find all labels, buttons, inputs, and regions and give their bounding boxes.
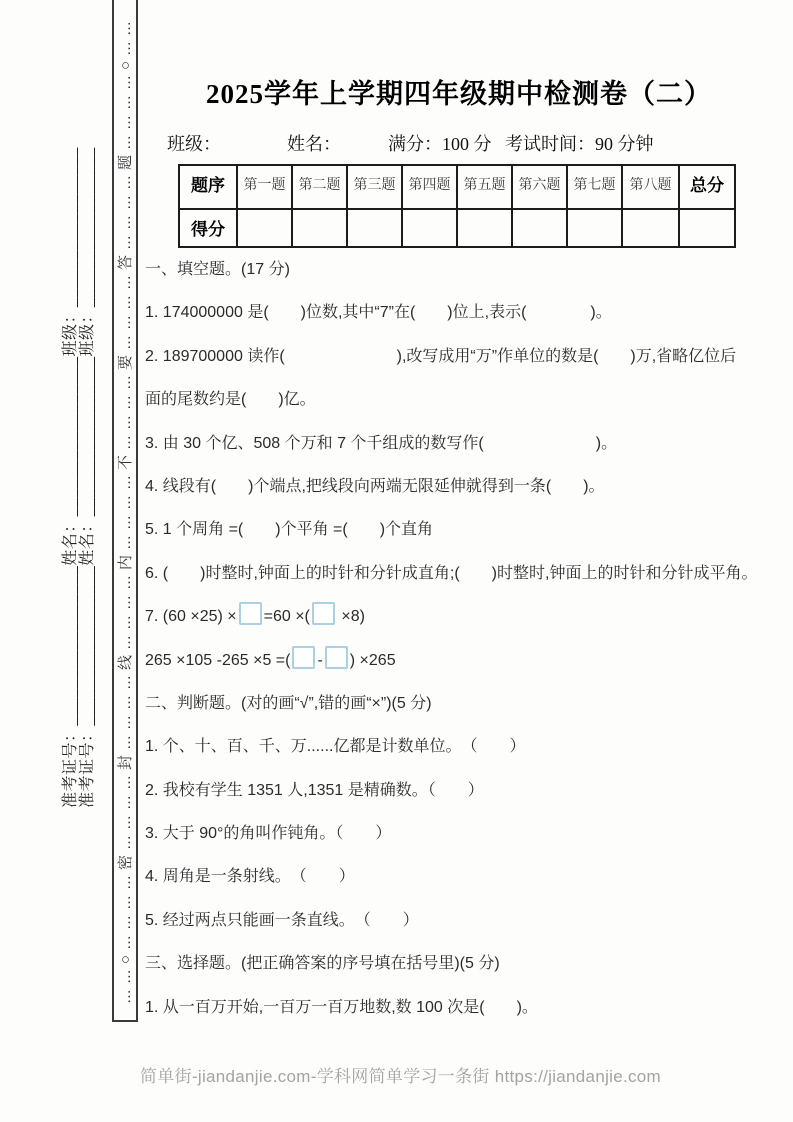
- seal-line-text: ……○…………密…………封…………线…………内…………不…………要…………答…………题…………○……: [117, 15, 134, 1005]
- question-line: 5. 经过两点只能画一条直线。 （ ）: [145, 911, 419, 929]
- question-line: 2. 189700000 读作( ),改写成用“万”作单位的数是( )万,省略亿位后: [145, 347, 737, 365]
- question-line: 6. ( )时整时,钟面上的时针和分针成直角;( )时整时,钟面上的时针和分针成平角。: [145, 564, 758, 582]
- question-line: 3. 大于 90°的角叫作钝角。（ ）: [145, 825, 392, 843]
- full-score-label: 满分：100 分: [388, 134, 492, 154]
- seal-margin-labels-outer: 准考证号：_________________姓名：_________________班级：_________________: [62, 147, 79, 808]
- score-row-header: 得分: [179, 209, 237, 247]
- footer-text: 简单街-jiandanjie.com-学科网简单学习一条街 https://jiandanjie.com: [140, 1067, 662, 1086]
- score-cell: [402, 209, 457, 247]
- formula-part: 265 ×105 -265 ×5 =(: [145, 651, 291, 669]
- answer-box: [312, 602, 335, 625]
- formula-part: 7. (60 ×25) ×: [145, 608, 237, 626]
- question-line: 5. 1 个周角 =( )个平角 =( )个直角: [145, 521, 434, 539]
- question-line-formula: [145, 639, 785, 682]
- section-2-heading: 二、判断题。(对的画“√”,错的画“×”)(5 分): [145, 694, 432, 712]
- page-title: 2025学年上学期四年级期中检测卷（二）: [206, 79, 712, 109]
- question-col-header: 第七题: [567, 165, 622, 209]
- question-line: 1. 个、十、百、千、万......亿都是计数单位。 （ ）: [145, 738, 526, 756]
- name-label: 姓名：: [287, 134, 341, 154]
- total-score-cell: [679, 209, 735, 247]
- question-col-header: 第五题: [457, 165, 512, 209]
- answer-box: [239, 602, 262, 625]
- class-label: 班级：: [167, 134, 221, 154]
- score-cell: [237, 209, 292, 247]
- score-table: [178, 164, 736, 248]
- section-1-heading: 一、填空题。(17 分): [145, 261, 290, 278]
- question-line-formula: [145, 595, 785, 638]
- formula-part: -: [317, 651, 323, 669]
- question-col-header: 第三题: [347, 165, 402, 209]
- question-order-header: 题序: [179, 165, 237, 209]
- question-col-header: 第八题: [622, 165, 679, 209]
- question-col-header: 第二题: [292, 165, 347, 209]
- score-cell: [622, 209, 679, 247]
- question-line: 4. 线段有( )个端点,把线段向两端无限延伸就得到一条( )。: [145, 477, 605, 495]
- formula-part: ×8): [341, 608, 365, 626]
- score-cell: [567, 209, 622, 247]
- question-line: 3. 由 30 个亿、508 个万和 7 个千组成的数写作( )。: [145, 434, 618, 452]
- seal-margin-labels-inner: 准考证号：_________________姓名：_________________班级：_________________: [79, 147, 96, 808]
- exam-time-label: 考试时间：90 分钟: [505, 134, 654, 154]
- question-line: 4. 周角是一条射线。 （ ）: [145, 868, 355, 886]
- answer-box: [292, 646, 315, 669]
- score-cell: [457, 209, 512, 247]
- formula-part: ) ×265: [349, 651, 396, 669]
- question-body: [145, 248, 785, 1029]
- question-line: 1. 174000000 是( )位数,其中“7”在( )位上,表示( )。: [145, 304, 612, 322]
- formula-part: =60 ×(: [263, 608, 310, 626]
- question-line: 1. 从一百万开始,一百万一百万地数,数 100 次是( )。: [145, 998, 538, 1016]
- question-col-header: 第一题: [237, 165, 292, 209]
- section-3-heading: 三、选择题。(把正确答案的序号填在括号里)(5 分): [145, 955, 500, 973]
- score-cell: [292, 209, 347, 247]
- question-line: 2. 我校有学生 1351 人,1351 是精确数。（ ）: [145, 781, 484, 799]
- question-line: 面的尾数约是( )亿。: [145, 391, 316, 409]
- question-col-header: 第六题: [512, 165, 567, 209]
- score-cell: [347, 209, 402, 247]
- info-row: [145, 130, 773, 156]
- score-cell: [512, 209, 567, 247]
- question-col-header: 第四题: [402, 165, 457, 209]
- answer-box: [325, 646, 348, 669]
- total-score-header: 总分: [679, 165, 735, 209]
